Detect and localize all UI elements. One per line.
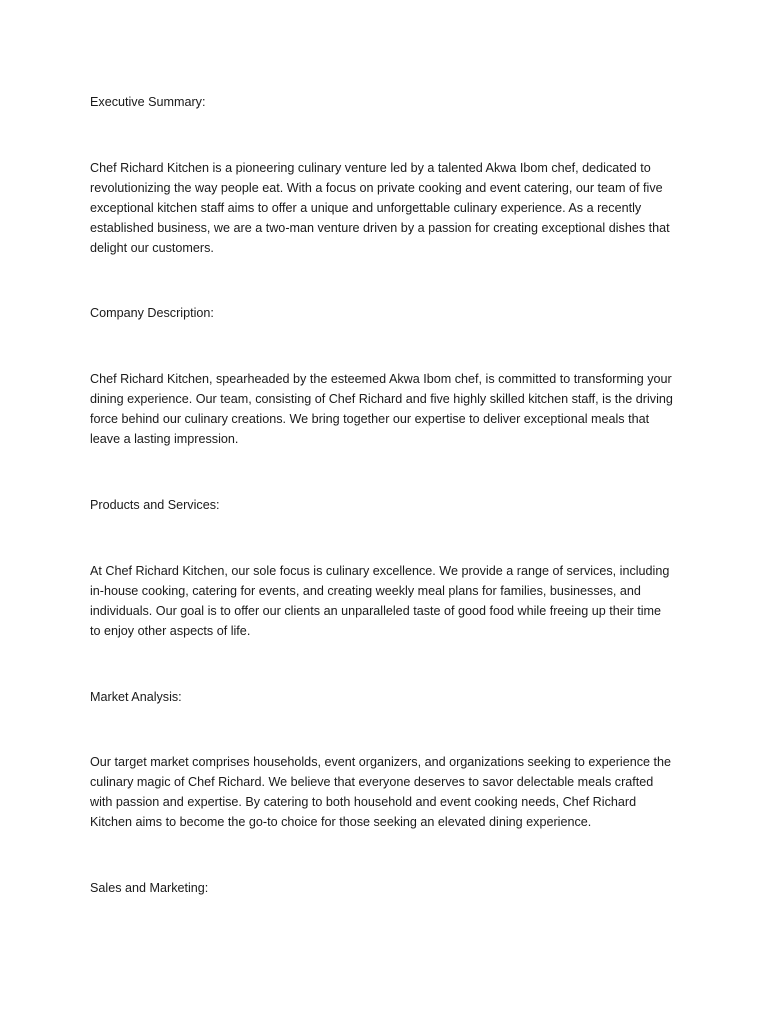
body-line: revolutionizing the way people eat. With a focus on private cooking and event catering, our team of five	[90, 181, 663, 195]
body-line: Chef Richard Kitchen is a pioneering culinary venture led by a talented Akwa Ibom chef, dedicated to	[90, 161, 651, 175]
section-body-market-analysis	[90, 752, 686, 832]
body-line: Chef Richard Kitchen, spearheaded by the esteemed Akwa Ibom chef, is committed to transforming your	[90, 372, 672, 386]
section-body-company-description	[90, 369, 686, 449]
body-line: leave a lasting impression.	[90, 432, 239, 446]
section-heading-products-and-services: Products and Services:	[90, 498, 220, 512]
body-line: exceptional kitchen staff aims to offer a unique and unforgettable culinary experience. As a recently	[90, 201, 642, 215]
body-line: dining experience. Our team, consisting of Chef Richard and five highly skilled kitchen staff, is the driving	[90, 392, 673, 406]
section-body-executive-summary	[90, 158, 686, 258]
body-line: individuals. Our goal is to offer our clients an unparalleled taste of good food while freeing up their time	[90, 604, 662, 618]
body-line: At Chef Richard Kitchen, our sole focus is culinary excellence. We provide a range of services, including	[90, 564, 670, 578]
body-line: Our target market comprises households, event organizers, and organizations seeking to experience the	[90, 755, 672, 769]
body-line: delight our customers.	[90, 241, 214, 255]
section-heading-sales-and-marketing: Sales and Marketing:	[90, 881, 209, 895]
body-line: force behind our culinary creations. We bring together our expertise to deliver exceptional meals that	[90, 412, 650, 426]
section-heading-company-description: Company Description:	[90, 306, 214, 320]
body-line: culinary magic of Chef Richard. We believe that everyone deserves to savor delectable meals crafted	[90, 775, 654, 789]
body-line: established business, we are a two-man venture driven by a passion for creating exceptional dishes that	[90, 221, 670, 235]
body-line: in-house cooking, catering for events, and creating weekly meal plans for families, businesses, and	[90, 584, 641, 598]
section-body-products-and-services	[90, 561, 686, 641]
body-line: with passion and expertise. By catering to both household and event cooking needs, Chef Richard	[90, 795, 637, 809]
section-heading-executive-summary: Executive Summary:	[90, 95, 206, 109]
section-heading-market-analysis: Market Analysis:	[90, 690, 182, 704]
body-line: to enjoy other aspects of life.	[90, 624, 251, 638]
body-line: Kitchen aims to become the go-to choice for those seeking an elevated dining experience.	[90, 815, 592, 829]
